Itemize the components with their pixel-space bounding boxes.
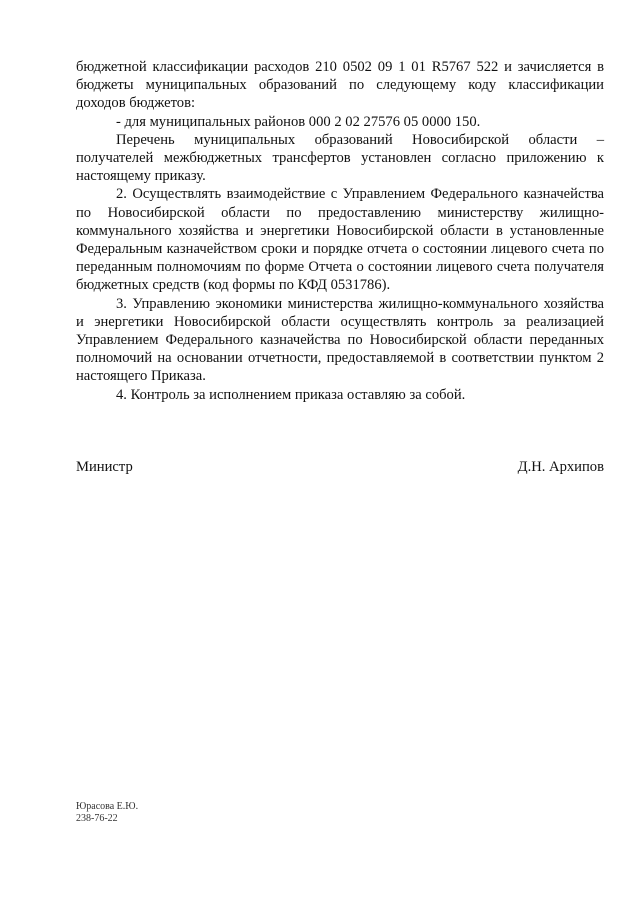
executor-phone: 238-76-22 <box>76 813 118 824</box>
document-body <box>76 58 604 404</box>
paragraph-item-2: 2. Осуществлять взаимодействие с Управлением Федерального казначейства по Новосибирской области по предоставлению министерству жилищно-коммунального хозяйства и энергетики Новосибирской области в установленные Федеральным казначейством сроки и порядке отчета о состоянии лицевого счета по переданным полномочиям по форме Отчета о состоянии лицевого счета получателя бюджетных средств (код формы по КФД 0531786). <box>76 186 604 294</box>
executor-footer <box>76 801 138 825</box>
signatory-position: Министр <box>76 459 133 475</box>
signatory-name: Д.Н. Архипов <box>517 459 604 475</box>
paragraph-municipal-districts-code: - для муниципальных районов 000 2 02 27576 05 0000 150. <box>116 113 481 130</box>
signature-block <box>76 458 604 476</box>
executor-name: Юрасова Е.Ю. <box>76 801 139 812</box>
paragraph-item-4: 4. Контроль за исполнением приказа оставляю за собой. <box>116 386 466 403</box>
paragraph-budget-classification: бюджетной классификации расходов 210 0502 09 1 01 R5767 522 и зачисляется в бюджеты муниципальных образований по следующему коду классификации доходов бюджетов: <box>76 59 604 112</box>
paragraph-item-3: 3. Управлению экономики министерства жилищно-коммунального хозяйства и энергетики Новосибирской области осуществлять контроль за реализацией Управлением Федерального казначейства по Новосибирской области переданных полномочий на основании отчетности, предоставляемой в соответствии пунктом 2 настоящего Приказа. <box>76 295 604 385</box>
paragraph-recipients-list: Перечень муниципальных образований Новосибирской области – получателей межбюджетных трансфертов установлен согласно приложению к настоящему приказу. <box>76 131 604 185</box>
